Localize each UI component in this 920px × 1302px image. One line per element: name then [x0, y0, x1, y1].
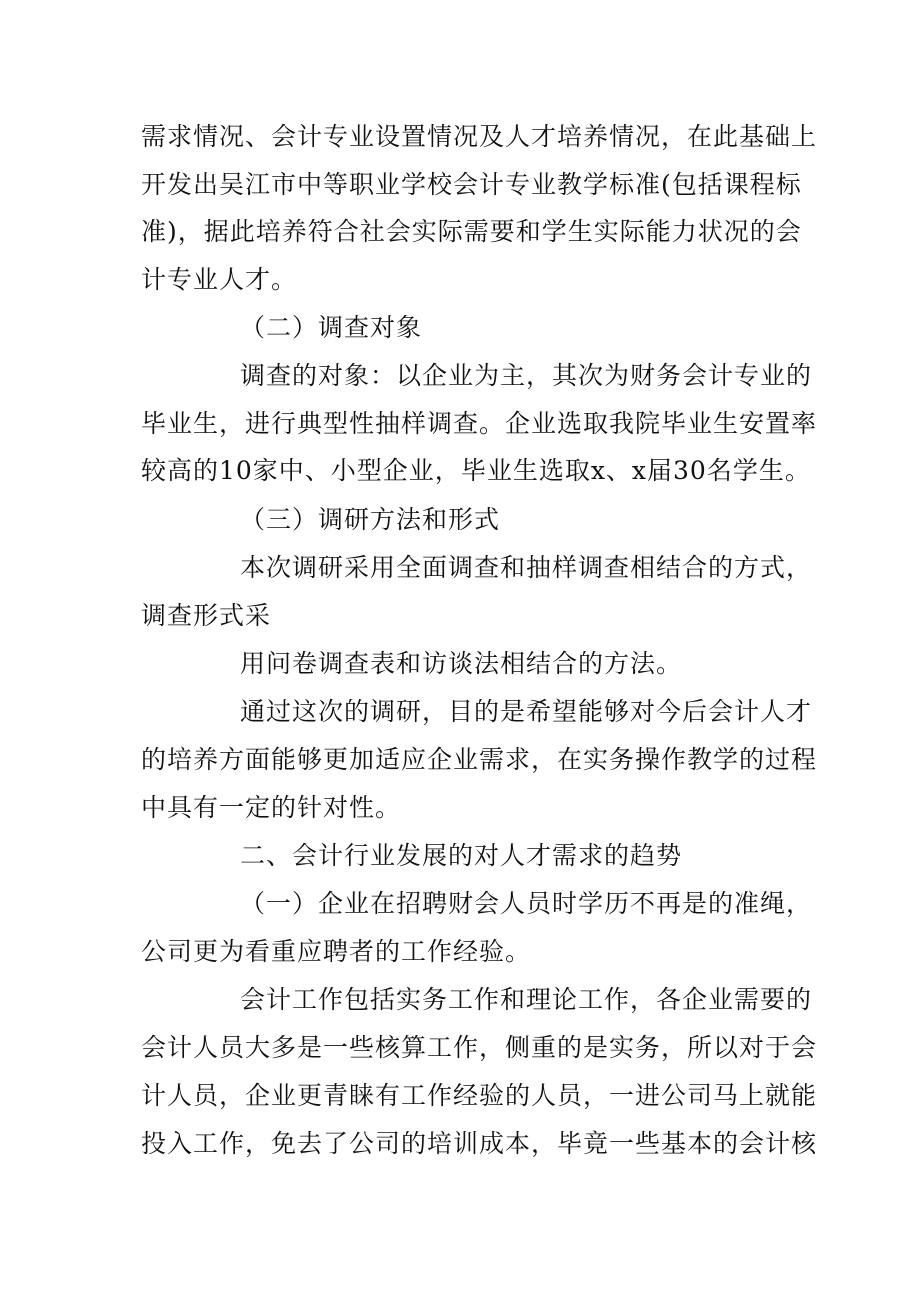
text-line: 调查形式采 [141, 601, 272, 630]
text-line: 会计人员大多是一些核算工作，侧重的是实务，所以对于会 [141, 1033, 818, 1062]
text-line: 用问卷调查表和访谈法相结合的方法。 [240, 649, 683, 678]
text-line: 本次调研采用全面调查和抽样调查相结合的方式， [240, 553, 813, 582]
text-line: 毕业生，进行典型性抽样调查。企业选取我院毕业生安置率 [141, 409, 818, 438]
text-line: 的培养方面能够更加适应企业需求，在实务操作教学的过程 [141, 745, 818, 774]
text-line: 会计工作包括实务工作和理论工作，各企业需要的 [240, 985, 813, 1014]
text-line: 计专业人才。 [141, 265, 298, 294]
section-heading: （一）企业在招聘财会人员时学历不再是的准绳， [240, 889, 813, 918]
section-heading: （二）调查对象 [240, 313, 423, 342]
text-line: 计人员，企业更青睐有工作经验的人员，一进公司马上就能 [141, 1081, 818, 1110]
section-heading: （三）调研方法和形式 [240, 505, 501, 534]
text-line: 中具有一定的针对性。 [141, 793, 402, 822]
text-line: 投入工作，免去了公司的培训成本，毕竟一些基本的会计核 [141, 1129, 818, 1158]
chapter-heading: 二、会计行业发展的对人才需求的趋势 [240, 841, 683, 870]
text-line: 较高的10家中、小型企业，毕业生选取x、x届30名学生。 [141, 456, 811, 485]
text-line: 准)，据此培养符合社会实际需要和学生实际能力状况的会 [141, 217, 802, 246]
text-line: 调查的对象：以企业为主，其次为财务会计专业的 [240, 361, 813, 390]
text-line: 需求情况、会计专业设置情况及人才培养情况，在此基础上 [141, 122, 818, 151]
text-line: 通过这次的调研，目的是希望能够对今后会计人才 [240, 697, 813, 726]
text-line: 开发出吴江市中等职业学校会计专业教学标准(包括课程标 [141, 170, 802, 199]
text-line: 公司更为看重应聘者的工作经验。 [141, 937, 532, 966]
